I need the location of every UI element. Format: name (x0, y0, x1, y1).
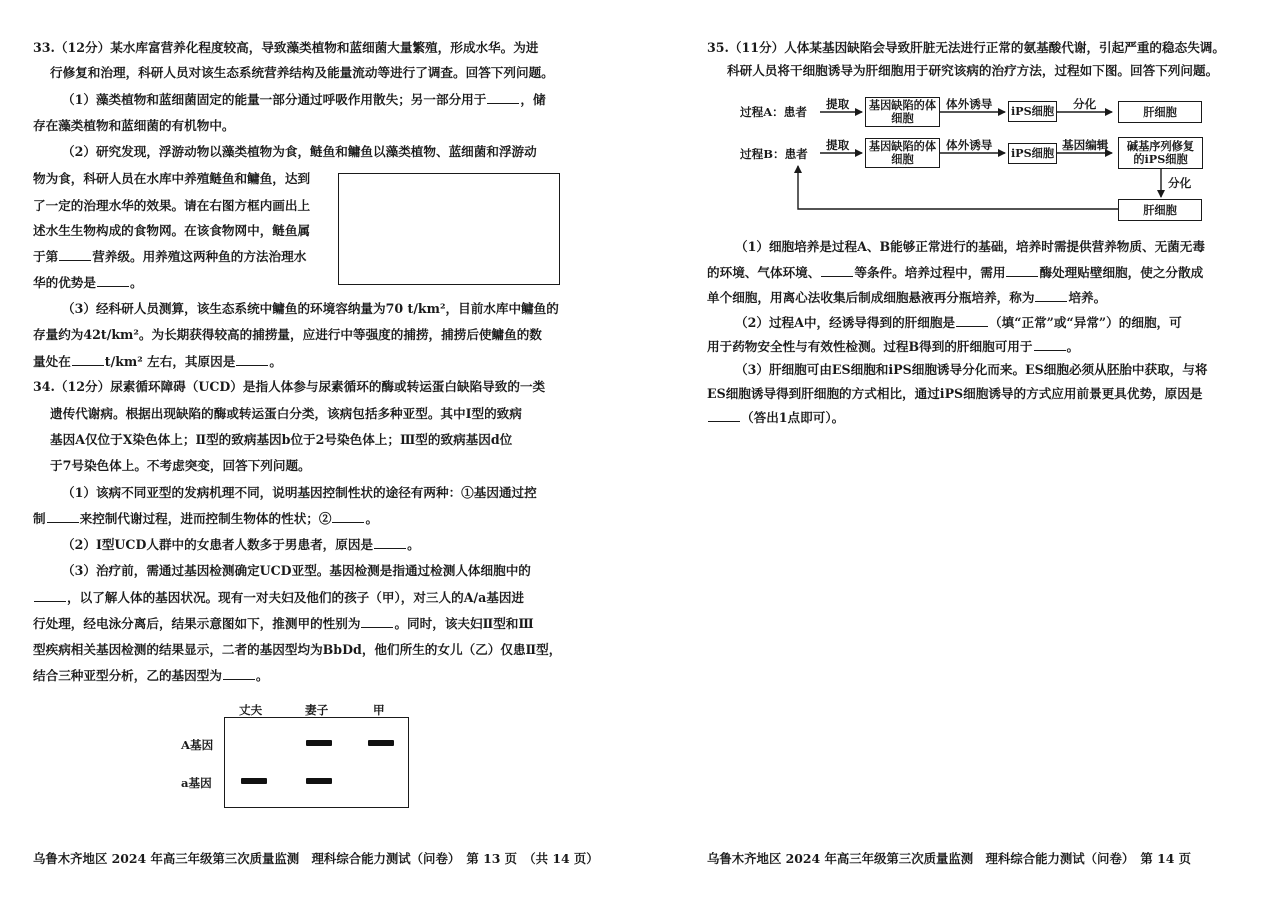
q35-p2-text: （填“正常”或“异常”）的细胞，可 (989, 315, 1182, 330)
q33-p3-text: t/km² 左右，其原因是 (104, 354, 236, 369)
q34-p3-line-2 (33, 589, 524, 607)
q33-part1-line (62, 91, 546, 109)
q34-p3-text: 结合三种亚型分析，乙的基因型为 (33, 668, 222, 683)
q34-p2-text: （2）Ⅰ型UCD人群中的女患者人数多于男患者，原因是 (62, 537, 374, 552)
q33-line-1: 33.（12分）某水库富营养化程度较高，导致藻类植物和蓝细菌大量繁殖，形成水华。为进 (33, 40, 539, 55)
q34-p1-text: 制 (33, 511, 46, 526)
q34-p3-text: ，以了解人体的基因状况。现有一对夫妇及他们的孩子（甲），对三人的A/a基因进 (67, 590, 525, 605)
q33-p1-line-2: 存在藻类植物和蓝细菌的有机物中。 (33, 118, 235, 133)
q34-p1-line-1: （1）该病不同亚型的发病机理不同，说明基因控制性状的途径有两种：①基因通过控 (62, 485, 537, 500)
gel-frame (224, 717, 409, 808)
answer-blank[interactable] (956, 315, 988, 327)
answer-blank[interactable] (59, 249, 91, 261)
arrow-label-induce-B: 体外诱导 (946, 138, 993, 152)
gel-row-a-gene: a基因 (181, 776, 212, 790)
answer-blank[interactable] (1034, 339, 1066, 351)
q35-p3-line-2: ES细胞诱导得到肝细胞的方式相比，通过iPS细胞诱导的方式应用前景更具优势，原因是 (707, 386, 1203, 401)
food-web-drawing-box[interactable] (338, 173, 560, 285)
q33-p2-line-3: 了一定的治理水华的效果。请在右图方框内画出上 (33, 198, 311, 213)
page-footer: 乌鲁木齐地区 2024 年高三年级第三次质量监测 理科综合能力测试（问卷） 第 13 页 （共 14 页） (33, 851, 599, 866)
gel-band-wife-A (306, 740, 332, 746)
process-B-label: 过程B：患者 (740, 147, 808, 161)
box-ips-cell-B: iPS细胞 (1008, 143, 1057, 164)
q35-p2-line-2 (707, 338, 1079, 356)
answer-blank[interactable] (821, 265, 853, 277)
q35-p1-line-2 (707, 264, 1203, 282)
gel-column-husband: 丈夫 (239, 703, 263, 717)
q33-p2-line-4: 述水生生物构成的食物网。在该食物网中，鲢鱼属 (33, 223, 311, 238)
page-14 (632, 0, 1265, 900)
q35-line-2: 科研人员将干细胞诱导为肝细胞用于研究该病的治疗方法，过程如下图。回答下列问题。 (727, 63, 1219, 78)
arrow-label-differentiate-B: 分化 (1168, 176, 1192, 190)
box-defective-somatic-cell-B: 基因缺陷的体细胞 (865, 138, 940, 168)
q33-p3-text: 。 (269, 354, 282, 369)
q34-line-2: 遗传代谢病。根据出现缺陷的酶或转运蛋白分类，该病包括多种亚型。其中Ⅰ型的致病 (50, 406, 522, 421)
q35-p3-line-1: （3）肝细胞可由ES细胞和iPS细胞诱导分化而来。ES细胞必须从胚胎中获取，与将 (735, 362, 1208, 377)
q35-p1-line-1: （1）细胞培养是过程A、B能够正常进行的基础，培养时需提供营养物质、无菌无毒 (735, 239, 1205, 254)
box-liver-cell-A: 肝细胞 (1118, 101, 1202, 123)
q35-p3-line-3 (707, 409, 844, 427)
q34-p1-text: 。 (365, 511, 379, 526)
page-footer: 乌鲁木齐地区 2024 年高三年级第三次质量监测 理科综合能力测试（问卷） 第 14 页 (707, 851, 1192, 866)
box-liver-cell-B: 肝细胞 (1118, 199, 1202, 221)
answer-blank[interactable] (708, 410, 740, 422)
q35-p1-text: 等条件。培养过程中，需用 (854, 265, 1006, 280)
q33-p2-text: 于第 (33, 249, 59, 264)
q34-p3-text: 。同时，该夫妇Ⅱ型和Ⅲ (394, 616, 534, 631)
gel-band-wife-a (306, 778, 332, 784)
answer-blank[interactable] (34, 590, 66, 602)
q34-p3-text: 行处理，经电泳分离后，结果示意图如下，推测甲的性别为 (33, 616, 361, 631)
gel-band-husband-a (241, 778, 267, 784)
answer-blank[interactable] (47, 511, 79, 523)
q33-p3-text: 量处在 (33, 354, 71, 369)
q34-p3-line-3 (33, 615, 534, 633)
q35-p1-line-3 (707, 289, 1106, 307)
arrow-label-gene-editing: 基因编辑 (1062, 138, 1109, 152)
q33-p2-text: 。 (129, 275, 143, 290)
q35-p2-text: （2）过程A中，经诱导得到的肝细胞是 (735, 315, 956, 330)
gel-row-A-gene: A基因 (181, 738, 214, 752)
arrow-label-induce: 体外诱导 (946, 97, 993, 111)
box-defective-somatic-cell-A: 基因缺陷的体细胞 (865, 97, 940, 127)
answer-blank[interactable] (97, 275, 129, 287)
q34-p3-line-4: 型疾病相关基因检测的结果显示，二者的基因型均为BbDd，他们所生的女儿（乙）仅患Ⅱ型， (33, 642, 562, 657)
q35-p3-text: （答出1点即可）。 (741, 410, 845, 425)
q33-p2-line-1: （2）研究发现，浮游动物以藻类植物为食，鲢鱼和鳙鱼以藻类植物、蓝细菌和浮游动 (62, 144, 537, 159)
q34-p1-line-2 (33, 510, 378, 528)
answer-blank[interactable] (332, 511, 364, 523)
q34-p3-line-1: （3）治疗前，需通过基因检测确定UCD亚型。基因检测是指通过检测人体细胞中的 (62, 563, 531, 578)
q34-p3-text: 。 (255, 668, 269, 683)
q33-p3-line-3 (33, 353, 282, 371)
answer-blank[interactable] (236, 354, 268, 366)
gel-band-child-A (368, 740, 394, 746)
answer-blank[interactable] (1035, 290, 1067, 302)
q35-line-1: 35.（11分）人体某基因缺陷会导致肝脏无法进行正常的氨基酸代谢，引起严重的稳态失调。 (707, 40, 1225, 55)
q33-p2-line-2: 物为食，科研人员在水库中养殖鲢鱼和鳙鱼，达到 (33, 171, 311, 186)
q35-p1-text: 的环境、气体环境、 (707, 265, 821, 280)
box-ips-cell-A: iPS细胞 (1008, 101, 1057, 122)
q35-p2-line-1 (735, 314, 1182, 332)
answer-blank[interactable] (72, 354, 104, 366)
q34-p2-text: 。 (407, 537, 420, 552)
answer-blank[interactable] (487, 92, 519, 104)
arrow-label-extract-B: 提取 (826, 138, 850, 152)
q34-line-4: 于7号染色体上。不考虑突变，回答下列问题。 (50, 458, 311, 473)
box-repaired-ips-cell: 碱基序列修复的iPS细胞 (1118, 137, 1203, 169)
answer-blank[interactable] (374, 537, 406, 549)
q33-p2-line-6 (33, 274, 143, 292)
answer-blank[interactable] (1006, 265, 1038, 277)
q35-p1-text: 培养。 (1068, 290, 1107, 305)
q34-p3-line-5 (33, 667, 269, 685)
page-13 (0, 0, 632, 900)
arrow-label-differentiate: 分化 (1073, 97, 1097, 111)
q33-p2-line-5 (33, 248, 306, 266)
q34-p1-text: 来控制代谢过程，进而控制生物体的性状；② (79, 511, 332, 526)
arrow-label-extract: 提取 (826, 97, 850, 111)
answer-blank[interactable] (361, 616, 393, 628)
gel-column-child: 甲 (373, 703, 385, 717)
q35-p2-text: 用于药物安全性与有效性检测。过程B得到的肝细胞可用于 (707, 339, 1033, 354)
q33-p2-text: 华的优势是 (33, 275, 96, 290)
q35-p1-text: 酶处理贴壁细胞，使之分散成 (1039, 265, 1204, 280)
q33-p3-line-1: （3）经科研人员测算，该生态系统中鳙鱼的环境容纳量为70 t/km²，目前水库中鳙鱼的 (62, 301, 559, 316)
q35-p2-text: 。 (1066, 339, 1080, 354)
answer-blank[interactable] (223, 668, 255, 680)
q34-line-1: 34.（12分）尿素循环障碍（UCD）是指人体参与尿素循环的酶或转运蛋白缺陷导致的一类 (33, 379, 546, 394)
gel-column-wife: 妻子 (305, 703, 329, 717)
q35-p1-text: 单个细胞，用离心法收集后制成细胞悬液再分瓶培养，称为 (707, 290, 1035, 305)
q33-p2-text: 营养级。用养殖这两种鱼的方法治理水 (92, 249, 307, 264)
q33-line-2: 行修复和治理，科研人员对该生态系统营养结构及能量流动等进行了调查。回答下列问题。 (50, 65, 554, 80)
process-A-label: 过程A：患者 (740, 105, 807, 119)
q34-p2-line (62, 536, 420, 554)
q33-p1-text-a: （1）藻类植物和蓝细菌固定的能量一部分通过呼吸作用散失；另一部分用于 (62, 92, 487, 107)
q34-line-3: 基因A仅位于X染色体上；Ⅱ型的致病基因b位于2号染色体上；Ⅲ型的致病基因d位 (50, 432, 513, 447)
q33-p3-line-2: 存量约为42t/km²。为长期获得较高的捕捞量，应进行中等强度的捕捞，捕捞后使鳙鱼的数 (33, 327, 542, 342)
q33-p1-text-b: ，储 (520, 92, 546, 107)
